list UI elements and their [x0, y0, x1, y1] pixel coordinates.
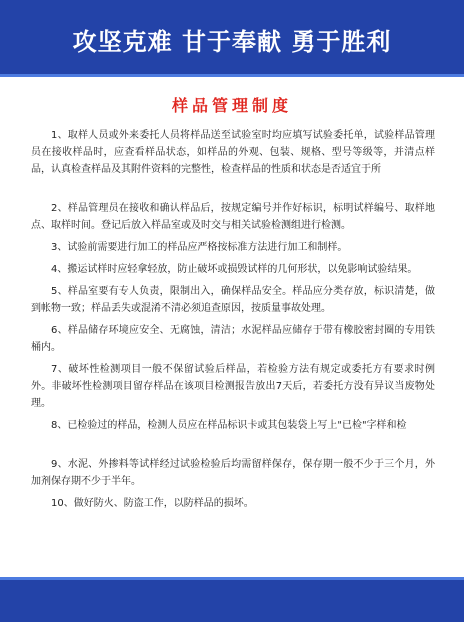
clause-3: 3、试验前需要进行加工的样品应严格按标准方法进行加工和制样。	[51, 242, 348, 253]
clause-5: 5、样品室要有专人负责，限制出入，确保样品安全。样品应分类存放，标识清楚，做到帐物一致；样品丢失或混淆不清必须追查原因，按质量事故处理。	[31, 286, 435, 314]
document-title: 样品管理制度	[171, 96, 292, 115]
header-band	[0, 0, 464, 74]
clause-8: 8、已检验过的样品，检测人员应在样品标识卡或其包装袋上写上"已检"字样和检	[51, 420, 407, 431]
footer-band	[0, 580, 464, 622]
clause-7: 7、破坏性检测项目一般不保留试验后样品，若检验方法有规定或委托方有要求时例外。非破坏性检测项目留存样品在该项目检测报告放出7天后，若委托方没有异议当废物处理。	[31, 364, 435, 409]
clause-2: 2、样品管理员在接收和确认样品后，按规定编号并作好标识，标明试样编号、取样地点、取样时间。登记后放入样品室或及时交与相关试验检测组进行检测。	[31, 203, 435, 231]
clause-10: 10、做好防火、防盗工作，以防样品的损坏。	[51, 498, 254, 509]
clause-4: 4、搬运试样时应轻拿轻放，防止破坏或损毁试样的几何形状，以免影响试验结果。	[51, 264, 418, 275]
clause-9: 9、水泥、外掺料等试样经过试验检验后均需留样保存，保存期一般不少于三个月，外加剂保存期不少于半年。	[31, 459, 435, 487]
slogan-text: 攻坚克难 甘于奉献 勇于胜利	[72, 28, 392, 56]
document-body	[31, 127, 435, 512]
header-accent-stripe	[0, 74, 464, 77]
clause-1: 1、取样人员或外来委托人员将样品送至试验室时均应填写试验委托单，试验样品管理员在接收样品时，应查看样品状态，如样品的外观、包装、规格、型号等级等，并清点样品，认真检查样品及其附件资料的完整性，检查样品的性质和状态是否适宜于所	[31, 130, 435, 175]
clause-6: 6、样品储存环境应安全、无腐蚀，清洁；水泥样品应储存于带有橡胶密封圈的专用铁桶内。	[31, 325, 435, 353]
